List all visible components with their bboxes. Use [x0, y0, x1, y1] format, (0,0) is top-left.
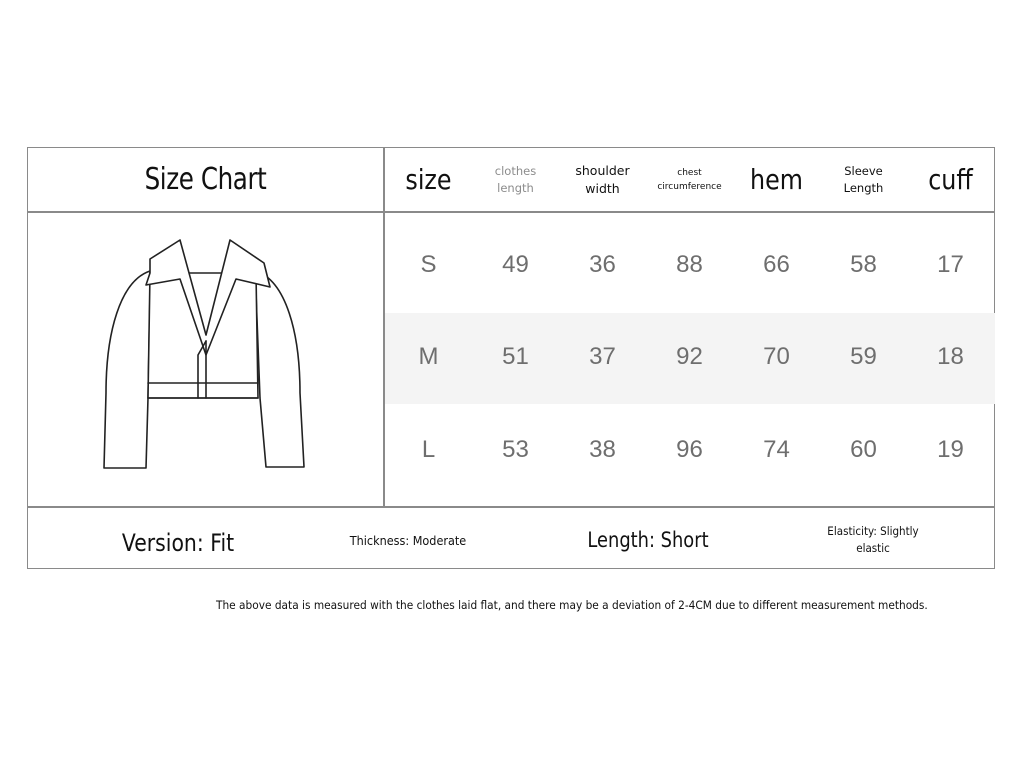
header-clothes-length: clothes length: [494, 163, 537, 195]
cell-hem: 70: [763, 343, 790, 370]
cell-sleeve: 60: [850, 436, 877, 463]
cell-cuff: 18: [937, 343, 964, 370]
cell-clothes-length: 51: [502, 343, 529, 370]
divider-footer: [28, 506, 994, 508]
cell-hem: 74: [763, 436, 790, 463]
cell-hem: 66: [763, 251, 790, 278]
header-cuff: cuff: [928, 163, 973, 196]
cell-chest: 88: [676, 251, 703, 278]
cell-chest: 96: [676, 436, 703, 463]
header-hem: hem: [750, 163, 803, 196]
cell-clothes-length: 53: [502, 436, 529, 463]
header-size: size: [405, 163, 452, 196]
divider-header: [28, 211, 994, 213]
cell-size: M: [418, 343, 439, 370]
cell-shoulder-width: 38: [589, 436, 616, 463]
cell-sleeve: 58: [850, 251, 877, 278]
cell-chest: 92: [676, 343, 703, 370]
cell-cuff: 19: [937, 436, 964, 463]
length-text: Length: Short: [587, 528, 709, 552]
elasticity-text: Elasticity: Slightly elastic: [827, 524, 919, 555]
cell-sleeve: 59: [850, 343, 877, 370]
version-text: Version: Fit: [121, 528, 235, 557]
cell-shoulder-width: 36: [589, 251, 616, 278]
cell-size: S: [420, 251, 437, 278]
thickness-text: Thickness: Moderate: [349, 532, 467, 548]
size-chart-table: [27, 147, 995, 569]
header-shoulder-width: shoulder width: [575, 162, 630, 196]
chart-title: Size Chart: [144, 162, 267, 197]
jacket-illustration: [98, 233, 308, 473]
header-sleeve-length: Sleeve Length: [843, 163, 884, 195]
cell-cuff: 17: [937, 251, 964, 278]
header-chest-circumference: chest circumference: [657, 167, 722, 192]
cell-size: L: [421, 436, 436, 463]
cell-clothes-length: 49: [502, 251, 529, 278]
cell-shoulder-width: 37: [589, 343, 616, 370]
measurement-note: The above data is measured with the clothes laid flat, and there may be a deviation of 2-4CM due to different measurement methods.: [216, 598, 928, 612]
